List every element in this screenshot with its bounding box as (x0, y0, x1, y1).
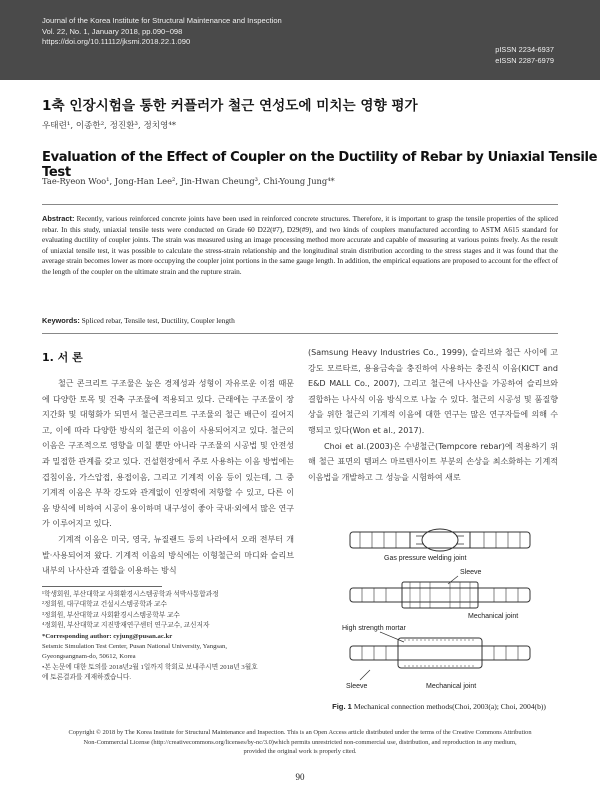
footnote: Gyeongsangnam-do, 50612, Korea (42, 653, 136, 661)
right-column (308, 345, 558, 485)
footnote-corresponding: *Corresponding author: cyjung@pusan.ac.kr (42, 632, 173, 640)
footnote: Seismic Simulation Test Center, Pusan National University, Yangsan, (42, 643, 228, 651)
paragraph: Choi et al.(2003)은 수냉철근(Tempcore rebar)에 적용하기 위해 철근 표면의 템퍼스 마르텐사이트 부분의 손상을 최소화하는 기계적 이음법을 개발하고 그 성능을 시험하여 새로 (308, 441, 558, 482)
paragraph: 철근 콘크리트 구조물은 높은 경제성과 성형이 자유로운 이점 때문에 다양한 토목 및 건축 구조물에 적용되고 있다. 근래에는 구조물이 장지간화 및 대형화가 되면서 철근콘크리트 구조물의 철근 배근이 길어지고, 이에 따라 다양한 방식의 철근의 이음이 사용되어지고 있다. 철근의 이음은 구조적으로 영향을 미칠 뿐만 아니라 구조물의 시공법 및 안전성과 밀접한 관계를 갖고 있다. 건설현장에서 주로 사용하는 이음 방법에는 겹침이음, 가스압접, 용접이음, 그리고 기계적 이음 등이 있는데, 그 중 기계적 이음은 부착 강도와 관계없이 인장력에 저항할 수 있고, 다른 이음 방식에 비하여 시공이 용이하며 내구성이 좋아 국내·외에서 많은 연구가 이루어지고 있다. (42, 379, 294, 529)
eissn: eISSN 2287-6979 (495, 55, 554, 65)
keywords (42, 316, 558, 325)
left-column (42, 376, 294, 579)
sleeve-top-label: Sleeve (460, 569, 482, 576)
issn-info (495, 45, 554, 66)
copyright-line[interactable]: Non-Commercial License (http://creativecommons.org/licenses/by-nc/3.0)which permits unrestricted non-commercial use, distribution, and reproduction in any medium, (83, 738, 517, 746)
gas-welding-label: Gas pressure welding joint (384, 555, 467, 562)
korean-authors: 우태련¹, 이종한², 정진환³, 정치영⁴* (42, 121, 177, 131)
pissn: pISSN 2234-6937 (495, 45, 554, 54)
paragraph: (Samsung Heavy Industries Co., 1999), 슬리브와 철근 사이에 고강도 모르타르, 용융금속을 충진하여 사용하는 충진식 이음(KICT and E&D MALL Co., 2007), 그리고 철근에 나사산을 가공하여 슬리브와 결합하는 나사식 이음 방식으로 나눌 수 있다. 철근의 시공성 및 품질향상을 위한 철근의 기계적 이음에 대한 연구는 많은 연구자들에 의해 수행되고 있다(Won et al., 2017). (308, 348, 558, 435)
section-heading-introduction: 1. 서 론 (42, 351, 83, 364)
abstract-label: Abstract: (42, 214, 75, 223)
figure-caption (314, 702, 564, 711)
keywords-text: Spliced rebar, Tensile test, Ductility, Coupler length (81, 316, 235, 325)
copyright-line: provided the original work is properly cited. (243, 748, 357, 756)
sleeve-joint-drawing (350, 582, 530, 608)
mortar-pointer (380, 632, 404, 642)
footnote: •본 논문에 대한 토의를 2018년2월 1일까지 학회로 보내주시면 2018년 3월호 (42, 663, 258, 671)
mechanical-joint-bottom-label: Mechanical joint (426, 683, 477, 690)
english-authors: Tae-Ryeon Woo¹, Jong-Han Lee², Jin-Hwan Cheung³, Chi-Young Jung⁴* (42, 176, 335, 186)
footnotes (42, 590, 296, 684)
abstract-bottom-rule (42, 333, 558, 334)
footnote: ⁴정회원, 부산대학교 지진방재연구센터 연구교수, 교신저자 (42, 622, 210, 630)
paragraph: 기계적 이음은 미국, 영국, 뉴질랜드 등의 나라에서 오래 전부터 개발·사용되어져 왔다. 기계적 이음의 방식에는 이형철근의 마디와 슬리브 내부의 나사산과 결합을 이용하는 방식 (42, 534, 294, 576)
copyright-line: Copyright © 2018 by The Korea Institute for Structural Maintenance and Inspection. This is an Open Access article distributed under the terms of the Creative Commons Attribution (68, 729, 532, 736)
mortar-joint-drawing (350, 638, 530, 668)
footnote-rule (42, 586, 162, 587)
doi-link[interactable]: https://doi.org/10.11112/jksmi.2018.22.1.090 (42, 37, 191, 46)
mechanical-joint-top-label: Mechanical joint (468, 613, 519, 620)
copyright-notice (42, 728, 558, 757)
sleeve-bottom-pointer (360, 670, 370, 680)
journal-info (42, 16, 282, 48)
journal-name: Journal of the Korea Institute for Structural Maintenance and Inspection (42, 16, 282, 25)
figure-caption-text: Mechanical connection methods(Choi, 2003(a); Choi, 2004(b)) (353, 702, 546, 711)
gas-welding-rebar-drawing (350, 529, 530, 551)
abstract-top-rule (42, 204, 558, 205)
mortar-label: High strength mortar (342, 625, 406, 632)
figure-caption-label: Fig. 1 (332, 702, 352, 711)
keywords-label: Keywords: (42, 316, 80, 325)
sleeve-bottom-label: Sleeve (346, 683, 368, 690)
page-number: 90 (295, 772, 305, 782)
korean-title: 1축 인장시험을 통한 커플러가 철근 연성도에 미치는 영향 평가 (42, 98, 418, 114)
volume-line: Vol. 22, No. 1, January 2018, pp.090~098 (42, 26, 183, 36)
footnote: ³정회원, 부산대학교 사회환경시스템공학부 교수 (42, 611, 180, 619)
abstract-text: Recently, various reinforced concrete joints have been used in reinforced concrete structures. Therefore, it is important to grasp the tensile properties of the spliced rebar. In this study, uniaxial tensile tests were conducted on Grade 60 D22(#7), D29(#9), and two kinds of couplers manufactured according to ASTM A615 standard for evaluating ductility of coupler joints. The strain was measured using an image processing method more accurate and capable of measuring at various points freely. As the result of uniaxial tensile test, it was possible to calculate the stress-strain relationship and the longitudinal strain distribution according to the stress stages and it was found that the average strain becomes lower as more occupying the coupler joint portions in the same gauge length. In addition, the empirical equations are proposed to account for the effect of the length of the coupler on the ultimate strain and the rupture strain. (42, 215, 558, 276)
english-title: Evaluation of the Effect of Coupler on the Ductility of Rebar by Uniaxial Tensile Test (42, 150, 598, 180)
abstract (42, 214, 558, 278)
mechanical-connection-figure (340, 522, 540, 697)
footnote: 에 토론결과를 게재하겠습니다. (42, 674, 131, 682)
footnote: ¹학생회원, 부산대학교 사회환경시스템공학과 석박사통합과정 (42, 591, 219, 598)
sleeve-top-pointer (448, 576, 458, 584)
footnote: ²정회원, 대구대학교 건설시스템공학과 교수 (42, 601, 167, 609)
